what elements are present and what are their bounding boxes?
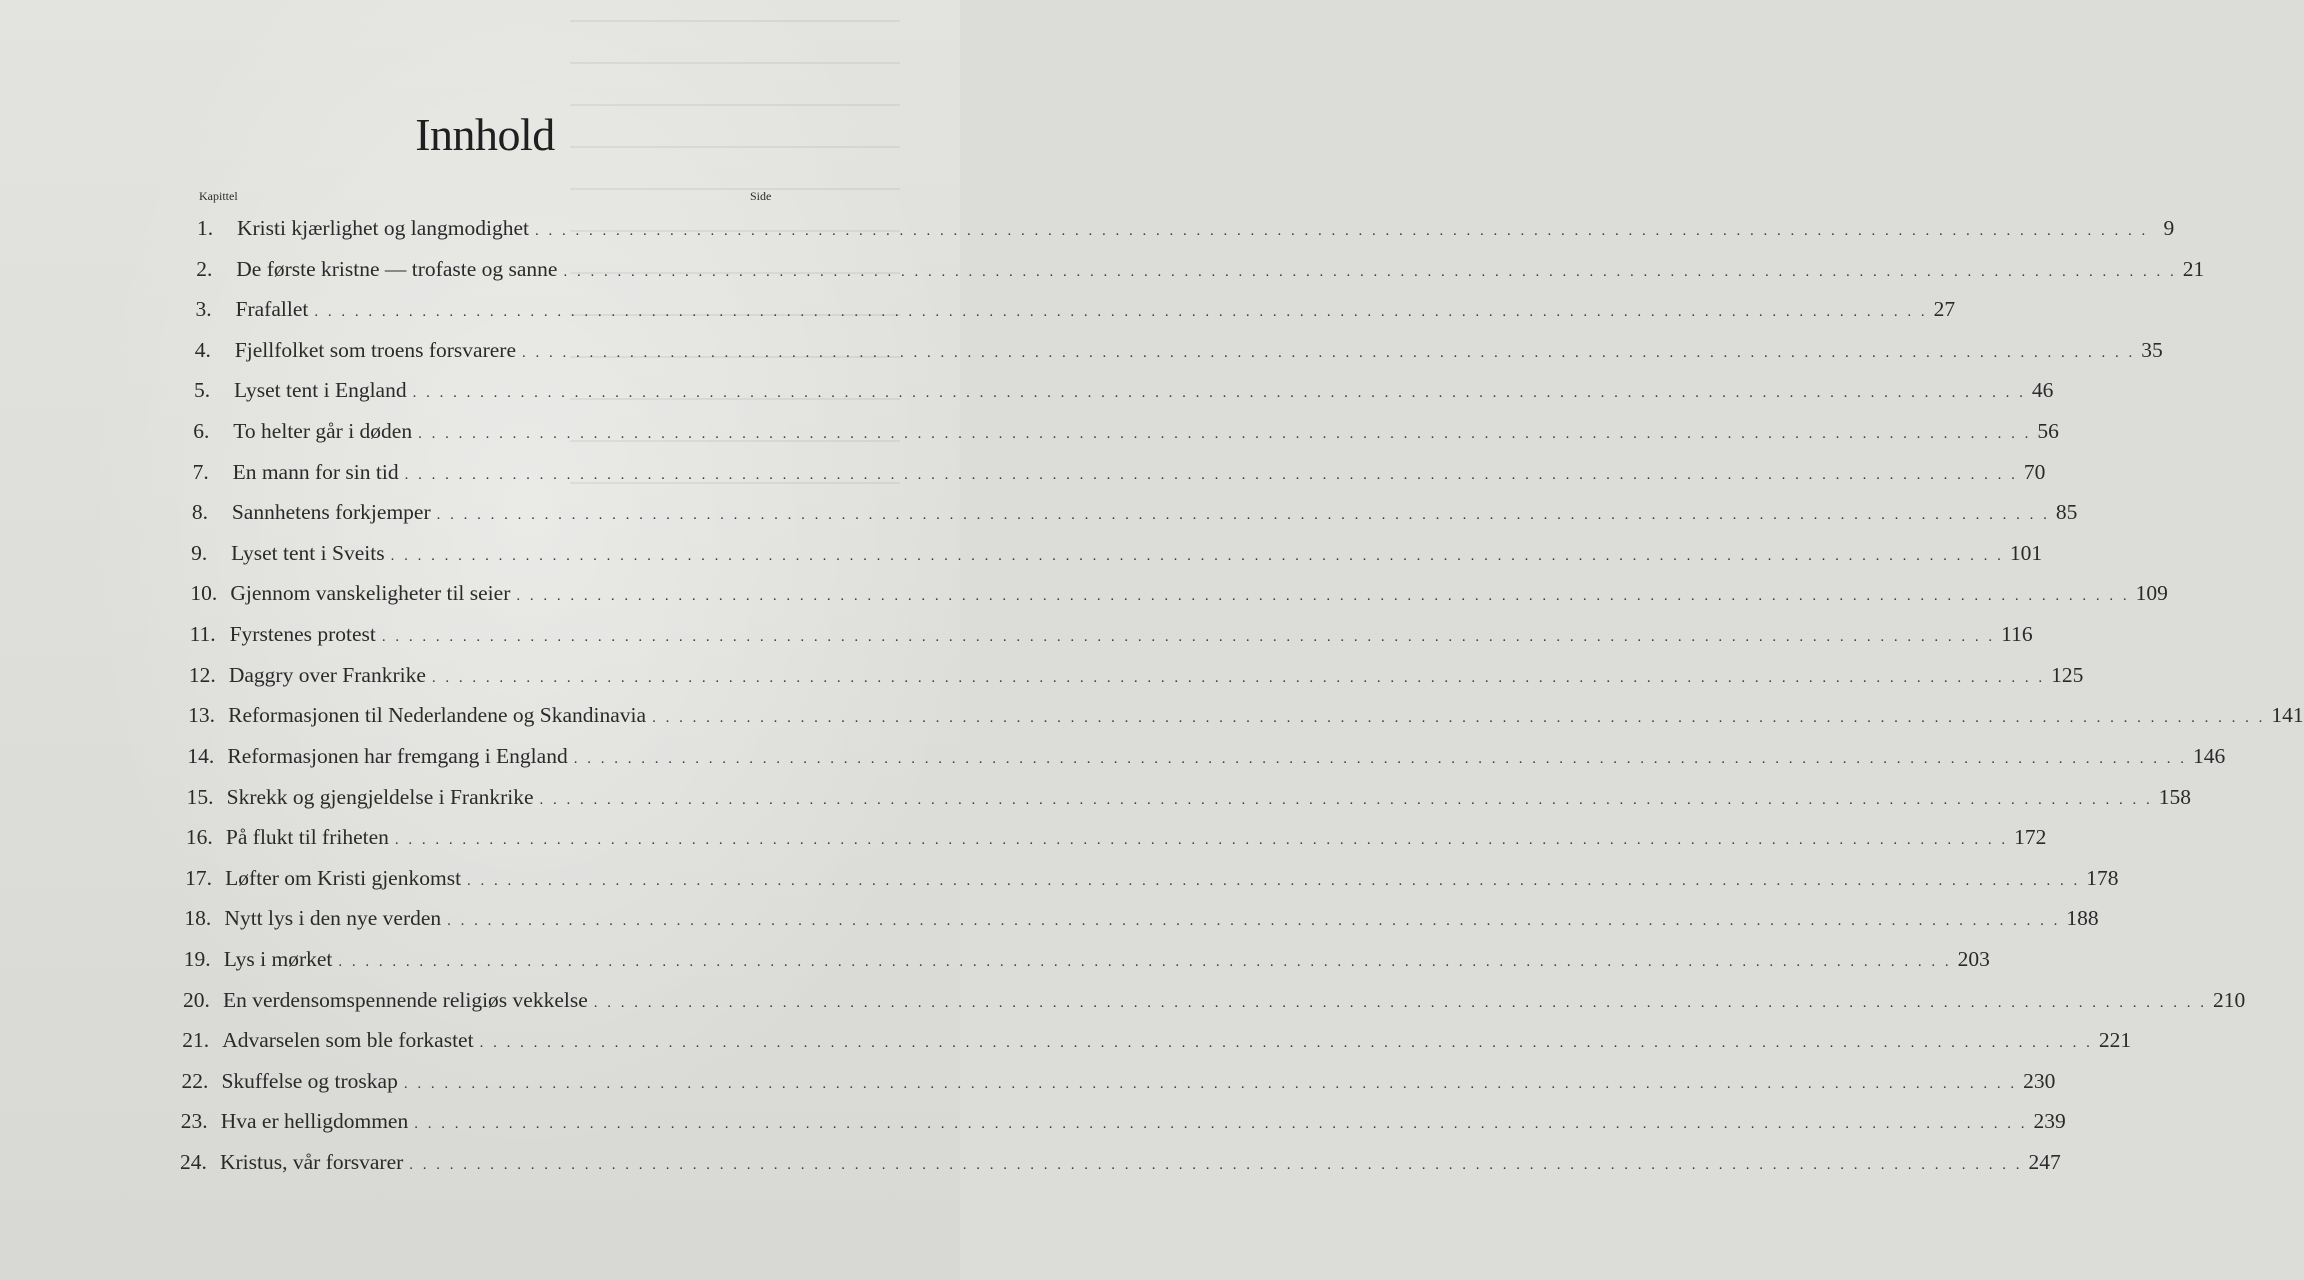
page-number: 141 — [2271, 703, 2304, 728]
dot-leader: . . . . . . . . . . . . . . . . . . . . . . . . . . . . . . . . . . . . . . . . . . . . . . . . . . . . . . . . . . . . . . . . . . . . . . . . . . . . . . . . . . . . . . . . . . . . . . . . . . . . . . . . . . . . . . . . . . . . . . . . — [573, 750, 2187, 767]
page-number: 9 — [2163, 216, 2175, 240]
chapter-number: 10. — [190, 581, 218, 606]
page-number: 85 — [2055, 500, 2078, 525]
chapter-number: 12. — [188, 662, 216, 687]
chapter-number: 24. — [180, 1150, 207, 1174]
toc-entry — [184, 904, 2099, 932]
toc-entry — [190, 579, 2168, 607]
chapter-number: 9. — [191, 540, 208, 565]
chapter-number: 14. — [187, 743, 215, 768]
page-number: 172 — [2014, 825, 2047, 850]
chapter-number: 5. — [194, 378, 211, 403]
toc-entry — [191, 539, 2043, 567]
dot-leader: . . . . . . . . . . . . . . . . . . . . . . . . . . . . . . . . . . . . . . . . . . . . . . . . . . . . . . . . . . . . . . . . . . . . . . . . . . . . . . . . . . . . . . . . . . . . . . . . . . . . . . . . . . . . . . . . . . . . . . . . — [418, 426, 2032, 443]
toc-entry — [185, 823, 2047, 851]
page-number: 116 — [2001, 622, 2033, 647]
chapter-number: 23. — [180, 1109, 208, 1134]
dot-leader: . . . . . . . . . . . . . . . . . . . . . . . . . . . . . . . . . . . . . . . . . . . . . . . . . . . . . . . . . . . . . . . . . . . . . . . . . . . . . . . . . . . . . . . . . . . . . . . . . . . . . . . . . . . . . . . . . . . . . . . . — [652, 710, 2266, 727]
chapter-title: Sannhetens forkjemper — [231, 500, 431, 525]
chapter-number: 19. — [183, 946, 211, 971]
toc-entry — [182, 986, 2246, 1014]
chapter-number: 8. — [191, 500, 208, 525]
chapter-title: Kristus, vår forsvarer — [220, 1150, 404, 1174]
page-number: 158 — [2158, 784, 2192, 809]
toc-entry — [186, 783, 2192, 811]
toc-entry — [194, 376, 2054, 404]
toc-entry — [188, 701, 2304, 729]
chapter-title: På flukt til friheten — [225, 825, 389, 850]
dot-leader: . . . . . . . . . . . . . . . . . . . . . . . . . . . . . . . . . . . . . . . . . . . . . . . . . . . . . . . . . . . . . . . . . . . . . . . . . . . . . . . . . . . . . . . . . . . . . . . . . . . . . . . . . . . . . . . . . . . . . . . . — [381, 629, 1996, 646]
toc-entry — [196, 255, 2205, 283]
chapter-number: 16. — [185, 825, 213, 850]
chapter-title: En verdensomspennende religiøs vekkelse — [222, 987, 588, 1012]
page-number: 46 — [2031, 378, 2054, 403]
dot-leader: . . . . . . . . . . . . . . . . . . . . . . . . . . . . . . . . . . . . . . . . . . . . . . . . . . . . . . . . . . . . . . . . . . . . . . . . . . . . . . . . . . . . . . . . . . . . . . . . . . . . . . . . . . . . . . . . . . . . . . . . — [593, 994, 2207, 1011]
page-number: 210 — [2213, 987, 2246, 1012]
page-number: 101 — [2009, 540, 2043, 565]
dot-leader: . . . . . . . . . . . . . . . . . . . . . . . . . . . . . . . . . . . . . . . . . . . . . . . . . . . . . . . . . . . . . . . . . . . . . . . . . . . . . . . . . . . . . . . . . . . . . . . . . . . . . . . . . . . . . . . . . . . . . . . . — [539, 791, 2153, 808]
toc-entry — [182, 1026, 2132, 1054]
page-number: 247 — [2028, 1150, 2061, 1174]
dot-leader: . . . . . . . . . . . . . . . . . . . . . . . . . . . . . . . . . . . . . . . . . . . . . . . . . . . . . . . . . . . . . . . . . . . . . . . . . . . . . . . . . . . . . . . . . . . . . . . . . . . . . . . . . . . . . . . . . . . . . . . . — [535, 223, 2149, 239]
page-number: 109 — [2135, 581, 2168, 606]
chapter-title: Lyset tent i England — [234, 378, 407, 403]
chapter-number: 17. — [185, 865, 213, 890]
chapter-number: 20. — [182, 987, 210, 1012]
chapter-number: 21. — [182, 1028, 210, 1053]
dot-leader: . . . . . . . . . . . . . . . . . . . . . . . . . . . . . . . . . . . . . . . . . . . . . . . . . . . . . . . . . . . . . . . . . . . . . . . . . . . . . . . . . . . . . . . . . . . . . . . . . . . . . . . . . . . . . . . . . . . . . . . . — [516, 588, 2130, 605]
dot-leader: . . . . . . . . . . . . . . . . . . . . . . . . . . . . . . . . . . . . . . . . . . . . . . . . . . . . . . . . . . . . . . . . . . . . . . . . . . . . . . . . . . . . . . . . . . . . . . . . . . . . . . . . . . . . . . . . . . . . . . . . — [403, 1075, 2018, 1092]
dot-leader: . . . . . . . . . . . . . . . . . . . . . . . . . . . . . . . . . . . . . . . . . . . . . . . . . . . . . . . . . . . . . . . . . . . . . . . . . . . . . . . . . . . . . . . . . . . . . . . . . . . . . . . . . . . . . . . . . . . . . . . . — [431, 669, 2046, 686]
chapter-title: Daggry over Frankrike — [228, 662, 426, 687]
dot-leader: . . . . . . . . . . . . . . . . . . . . . . . . . . . . . . . . . . . . . . . . . . . . . . . . . . . . . . . . . . . . . . . . . . . . . . . . . . . . . . . . . . . . . . . . . . . . . . . . . . . . . . . . . . . . . . . . . . . . . . . . — [447, 913, 2061, 930]
toc-entry — [187, 742, 2226, 770]
chapter-number: 7. — [192, 459, 209, 484]
chapter-title: Lyset tent i Sveits — [231, 540, 385, 565]
page-number: 188 — [2066, 906, 2099, 931]
toc-entry — [180, 1148, 2061, 1176]
page-number: 203 — [1957, 946, 1990, 971]
dot-leader: . . . . . . . . . . . . . . . . . . . . . . . . . . . . . . . . . . . . . . . . . . . . . . . . . . . . . . . . . . . . . . . . . . . . . . . . . . . . . . . . . . . . . . . . . . . . . . . . . . . . . . . . . . . . . . . . . . . . . . . . — [404, 466, 2018, 483]
page-number: 239 — [2033, 1109, 2066, 1134]
chapter-number: 13. — [188, 703, 215, 728]
chapter-title: En mann for sin tid — [232, 459, 399, 484]
page-number: 70 — [2023, 459, 2046, 484]
page-number: 230 — [2023, 1068, 2056, 1093]
toc-entry — [197, 214, 2175, 242]
chapter-title: To helter går i døden — [233, 419, 413, 444]
dot-leader: . . . . . . . . . . . . . . . . . . . . . . . . . . . . . . . . . . . . . . . . . . . . . . . . . . . . . . . . . . . . . . . . . . . . . . . . . . . . . . . . . . . . . . . . . . . . . . . . . . . . . . . . . . . . . . . . . . . . . . . . — [522, 344, 2136, 361]
page-number: 27 — [1933, 297, 1956, 322]
toc-entry — [181, 1067, 2056, 1095]
chapter-title: Fyrstenes protest — [229, 622, 376, 647]
dot-leader: . . . . . . . . . . . . . . . . . . . . . . . . . . . . . . . . . . . . . . . . . . . . . . . . . . . . . . . . . . . . . . . . . . . . . . . . . . . . . . . . . . . . . . . . . . . . . . . . . . . . . . . . . . . . . . . . . . . . . . . . — [409, 1157, 2023, 1173]
dot-leader: . . . . . . . . . . . . . . . . . . . . . . . . . . . . . . . . . . . . . . . . . . . . . . . . . . . . . . . . . . . . . . . . . . . . . . . . . . . . . . . . . . . . . . . . . . . . . . . . . . . . . . . . . . . . . . . . . . . . . . . . — [467, 872, 2081, 889]
dot-leader: . . . . . . . . . . . . . . . . . . . . . . . . . . . . . . . . . . . . . . . . . . . . . . . . . . . . . . . . . . . . . . . . . . . . . . . . . . . . . . . . . . . . . . . . . . . . . . . . . . . . . . . . . . . . . . . . . . . . . . . . — [436, 507, 2050, 524]
dot-leader: . . . . . . . . . . . . . . . . . . . . . . . . . . . . . . . . . . . . . . . . . . . . . . . . . . . . . . . . . . . . . . . . . . . . . . . . . . . . . . . . . . . . . . . . . . . . . . . . . . . . . . . . . . . . . . . . . . . . . . . . — [394, 832, 2009, 849]
dot-leader: . . . . . . . . . . . . . . . . . . . . . . . . . . . . . . . . . . . . . . . . . . . . . . . . . . . . . . . . . . . . . . . . . . . . . . . . . . . . . . . . . . . . . . . . . . . . . . . . . . . . . . . . . . . . . . . . . . . . . . . . — [414, 1116, 2028, 1133]
page-number: 56 — [2037, 419, 2059, 444]
dot-leader: . . . . . . . . . . . . . . . . . . . . . . . . . . . . . . . . . . . . . . . . . . . . . . . . . . . . . . . . . . . . . . . . . . . . . . . . . . . . . . . . . . . . . . . . . . . . . . . . . . . . . . . . . . . . . . . . . . . . . . . . — [390, 547, 2004, 564]
toc-entry — [180, 1107, 2066, 1135]
chapter-title: Skrekk og gjengjeldelse i Frankrike — [226, 784, 534, 809]
chapter-number: 6. — [193, 419, 210, 444]
dot-leader: . . . . . . . . . . . . . . . . . . . . . . . . . . . . . . . . . . . . . . . . . . . . . . . . . . . . . . . . . . . . . . . . . . . . . . . . . . . . . . . . . . . . . . . . . . . . . . . . . . . . . . . . . . . . . . . . . . . . . . . . — [314, 304, 1928, 321]
toc-entry — [195, 295, 1956, 323]
toc-entry — [194, 336, 2163, 364]
chapter-number: 18. — [184, 906, 212, 931]
toc-entry — [183, 945, 1990, 973]
toc-entry — [191, 498, 2078, 526]
chapter-number: 4. — [194, 337, 211, 362]
chapter-title: Hva er helligdommen — [220, 1109, 409, 1134]
toc-entry — [185, 864, 2119, 892]
toc-entry — [193, 417, 2059, 445]
page-number: 146 — [2192, 743, 2226, 768]
toc-entry — [188, 661, 2084, 689]
chapter-title: Løfter om Kristi gjenkomst — [225, 865, 462, 890]
toc-entry — [192, 458, 2046, 486]
chapter-title: Gjennom vanskeligheter til seier — [230, 581, 511, 606]
dot-leader: . . . . . . . . . . . . . . . . . . . . . . . . . . . . . . . . . . . . . . . . . . . . . . . . . . . . . . . . . . . . . . . . . . . . . . . . . . . . . . . . . . . . . . . . . . . . . . . . . . . . . . . . . . . . . . . . . . . . . . . . — [338, 953, 1952, 970]
dot-leader: . . . . . . . . . . . . . . . . . . . . . . . . . . . . . . . . . . . . . . . . . . . . . . . . . . . . . . . . . . . . . . . . . . . . . . . . . . . . . . . . . . . . . . . . . . . . . . . . . . . . . . . . . . . . . . . . . . . . . . . . — [563, 263, 2177, 280]
chapter-number: 3. — [195, 297, 212, 322]
dot-leader: . . . . . . . . . . . . . . . . . . . . . . . . . . . . . . . . . . . . . . . . . . . . . . . . . . . . . . . . . . . . . . . . . . . . . . . . . . . . . . . . . . . . . . . . . . . . . . . . . . . . . . . . . . . . . . . . . . . . . . . . — [412, 385, 2026, 402]
chapter-number: 1. — [197, 216, 214, 240]
page-title: Innhold — [415, 109, 555, 160]
chapter-title: Advarselen som ble forkastet — [222, 1028, 474, 1053]
chapter-number: 22. — [181, 1068, 209, 1093]
chapter-number: 2. — [196, 256, 213, 281]
page-number: 125 — [2051, 662, 2084, 687]
page-number: 221 — [2098, 1028, 2132, 1053]
chapter-title: De første kristne — trofaste og sanne — [236, 256, 558, 281]
chapter-title: Frafallet — [235, 297, 309, 322]
chapter-title: Skuffelse og troskap — [221, 1068, 398, 1093]
chapter-number: 15. — [186, 784, 214, 809]
toc-entry — [189, 620, 2033, 648]
chapter-number: 11. — [189, 622, 216, 647]
chapter-title: Kristi kjærlighet og langmodighet — [237, 216, 530, 240]
chapter-title: Reformasjonen har fremgang i England — [227, 743, 568, 768]
chapter-column-header: Kapittel — [199, 189, 238, 203]
page-number: 35 — [2141, 337, 2163, 362]
dot-leader: . . . . . . . . . . . . . . . . . . . . . . . . . . . . . . . . . . . . . . . . . . . . . . . . . . . . . . . . . . . . . . . . . . . . . . . . . . . . . . . . . . . . . . . . . . . . . . . . . . . . . . . . . . . . . . . . . . . . . . . . — [479, 1035, 2093, 1052]
chapter-title: Lys i mørket — [223, 946, 333, 971]
chapter-title: Reformasjonen til Nederlandene og Skandinavia — [228, 703, 647, 728]
chapter-title: Fjellfolket som troens forsvarere — [234, 337, 516, 362]
page-number: 178 — [2086, 865, 2119, 890]
page-number: 21 — [2182, 256, 2205, 281]
chapter-title: Nytt lys i den nye verden — [224, 906, 442, 931]
page-column-header: Side — [750, 189, 772, 203]
